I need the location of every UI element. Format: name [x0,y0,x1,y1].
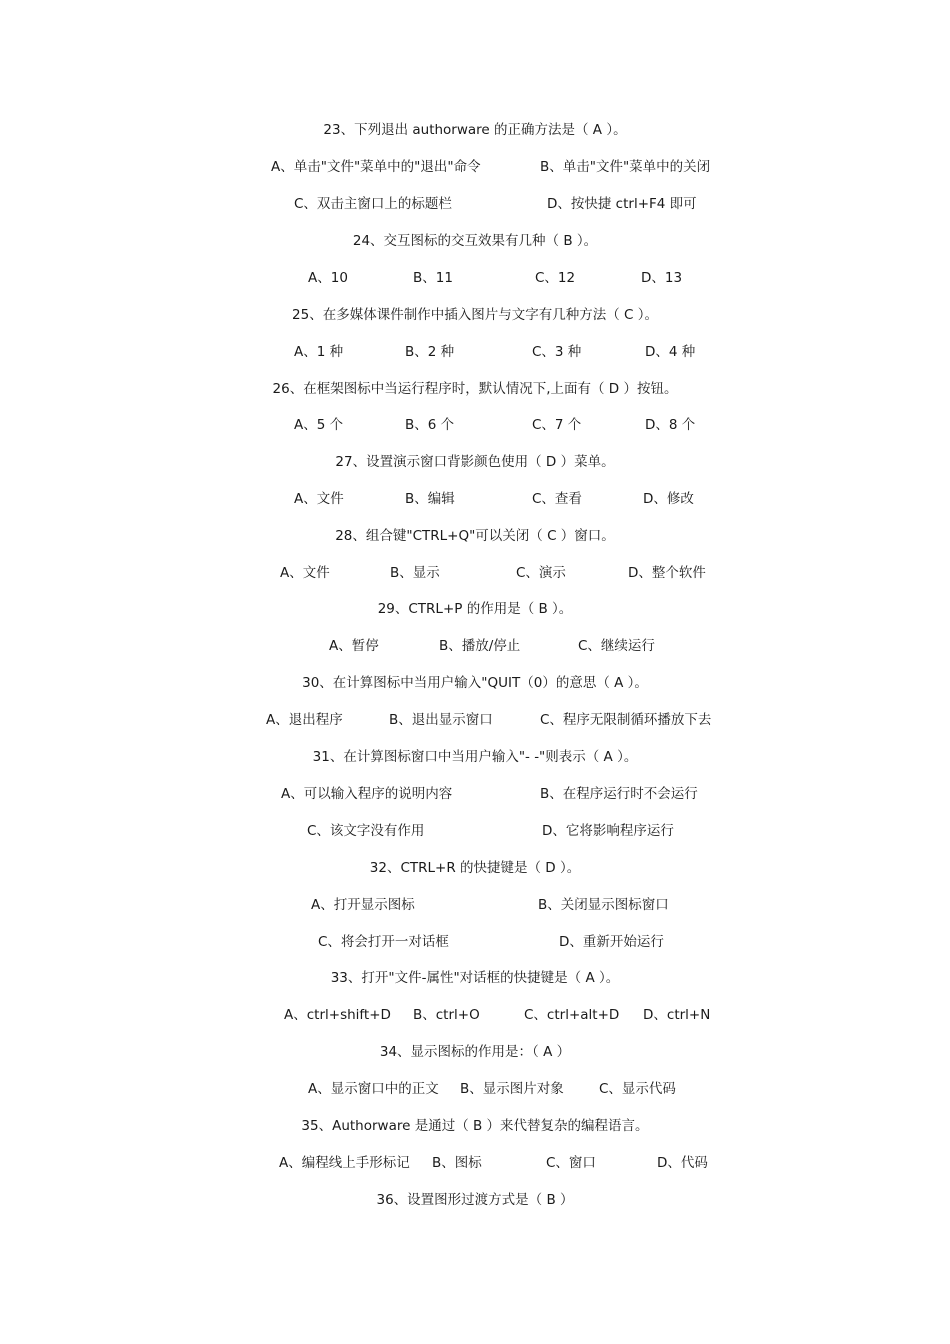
option-row [0,194,950,214]
option-row [0,636,950,656]
option: B、6 个 [405,417,455,433]
question-stem: 29、CTRL+P 的作用是（ B ）。 [377,601,573,617]
option: D、ctrl+N [643,1007,711,1023]
option-row [0,710,950,730]
option: B、单击"文件"菜单中的关闭 [540,159,711,175]
option: C、12 [535,270,576,286]
question-stem: 28、组合键"CTRL+Q"可以关闭（ C ）窗口。 [335,528,615,544]
option-row [0,821,950,841]
option: C、继续运行 [578,638,655,654]
option-row [0,268,950,288]
option-row [0,1153,950,1173]
option: C、程序无限制循环播放下去 [540,712,712,728]
option: C、3 种 [532,344,582,360]
option-row [0,932,950,952]
option-row [0,157,950,177]
option: A、1 种 [294,344,344,360]
option: C、双击主窗口上的标题栏 [294,196,452,212]
question-stem: 23、下列退出 authorware 的正确方法是（ A ）。 [323,122,627,138]
question-stem: 25、在多媒体课件制作中插入图片与文字有几种方法（ C ）。 [292,307,658,323]
option: B、播放/停止 [439,638,521,654]
option: B、显示 [390,565,440,581]
option: D、13 [641,270,683,286]
question-stem: 31、在计算图标窗口中当用户输入"- -"则表示（ A ）。 [312,749,638,765]
option: A、编程线上手形标记 [279,1155,410,1171]
option: B、关闭显示图标窗口 [538,897,669,913]
option: B、11 [413,270,453,286]
option: A、文件 [294,491,344,507]
question-stem: 30、在计算图标中当用户输入"QUIT（0）的意思（ A ）。 [302,675,648,691]
option-row [0,895,950,915]
option: D、按快捷 ctrl+F4 即可 [547,196,697,212]
option: A、可以输入程序的说明内容 [281,786,453,802]
option-row [0,415,950,435]
option: B、退出显示窗口 [389,712,493,728]
option: A、打开显示图标 [311,897,415,913]
option: C、演示 [516,565,566,581]
option: A、文件 [280,565,330,581]
option: B、2 种 [405,344,455,360]
option: D、8 个 [645,417,696,433]
option-row [0,784,950,804]
option-row [0,563,950,583]
option-row [0,342,950,362]
question-stem: 35、Authorware 是通过（ B ）来代替复杂的编程语言。 [301,1118,649,1134]
option: B、ctrl+O [413,1007,480,1023]
option-row [0,1079,950,1099]
option: C、窗口 [546,1155,596,1171]
question-stem: 34、显示图标的作用是：（ A ） [379,1044,571,1060]
question-stem: 33、打开"文件-属性"对话框的快捷键是（ A ）。 [330,970,620,986]
option: C、将会打开一对话框 [318,934,449,950]
option: D、代码 [657,1155,708,1171]
option: D、4 种 [645,344,696,360]
option: A、暂停 [329,638,379,654]
option: D、整个软件 [628,565,706,581]
question-stem: 27、设置演示窗口背影颜色使用（ D ）菜单。 [335,454,615,470]
option: B、编辑 [405,491,455,507]
option: A、10 [308,270,348,286]
option: C、7 个 [532,417,582,433]
question-stem: 24、交互图标的交互效果有几种（ B ）。 [352,233,598,249]
option: B、图标 [432,1155,482,1171]
option: A、5 个 [294,417,344,433]
option: A、ctrl+shift+D [284,1007,391,1023]
option: C、ctrl+alt+D [524,1007,620,1023]
question-stem: 26、在框架图标中当运行程序时，默认情况下,上面有（ D ）按钮。 [272,381,678,397]
option: D、重新开始运行 [559,934,664,950]
question-stem: 36、设置图形过渡方式是（ B ） [376,1192,574,1208]
option: C、显示代码 [599,1081,676,1097]
question-stem: 32、CTRL+R 的快捷键是（ D ）。 [369,860,581,876]
option-row [0,489,950,509]
option: D、它将影响程序运行 [542,823,674,839]
option: B、在程序运行时不会运行 [540,786,698,802]
option: A、退出程序 [266,712,343,728]
option-row [0,1005,950,1025]
option: D、修改 [643,491,694,507]
option: A、显示窗口中的正文 [308,1081,439,1097]
option: B、显示图片对象 [460,1081,564,1097]
option: A、单击"文件"菜单中的"退出"命令 [271,159,481,175]
option: C、该文字没有作用 [307,823,425,839]
option: C、查看 [532,491,582,507]
